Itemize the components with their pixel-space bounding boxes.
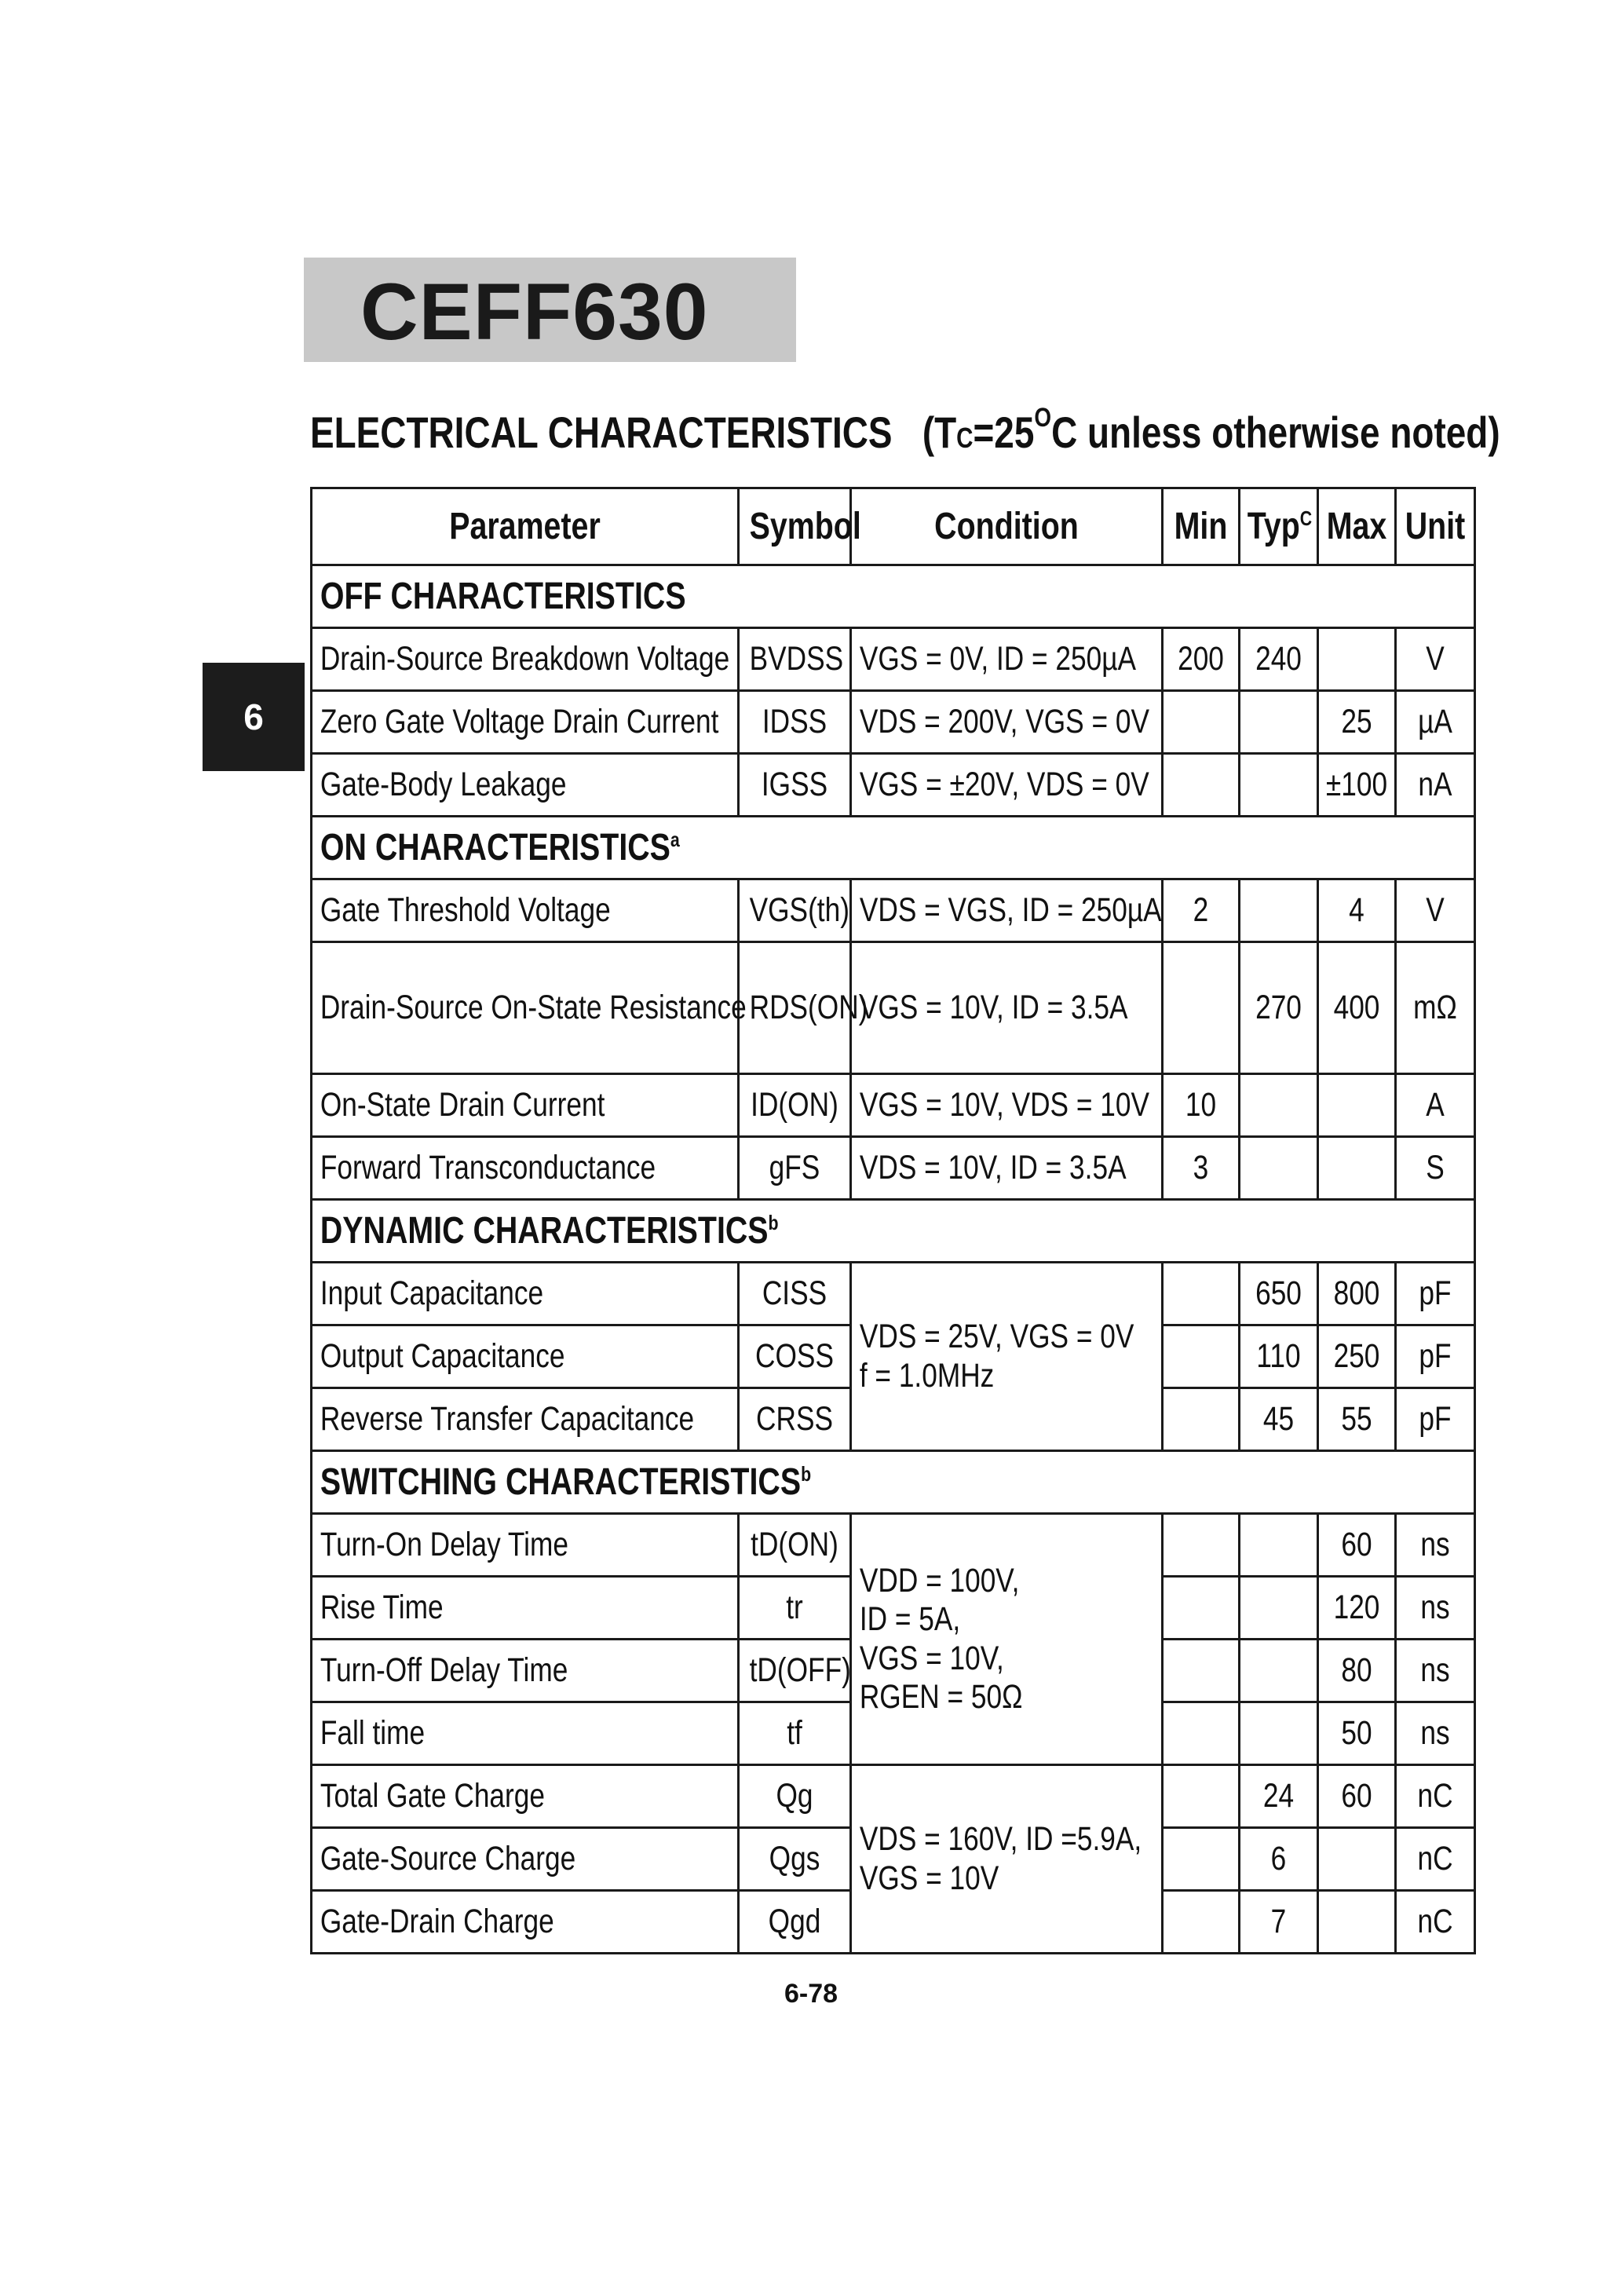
cell-max (1318, 1828, 1396, 1891)
cell-symbol: Qgs (739, 1828, 851, 1891)
cell-unit: ns (1396, 1640, 1475, 1702)
cell-typ (1240, 1514, 1318, 1577)
cell-max: 400 (1318, 942, 1396, 1074)
cell-unit: nA (1396, 754, 1475, 817)
cell-unit: nC (1396, 1891, 1475, 1954)
cell-parameter: Rise Time (312, 1577, 739, 1640)
cell-condition: VDS = VGS, ID = 250µA (851, 879, 1163, 942)
cell-min (1163, 691, 1240, 754)
cell-unit: V (1396, 628, 1475, 691)
cell-parameter: Turn-Off Delay Time (312, 1640, 739, 1702)
cell-symbol: tf (739, 1702, 851, 1765)
cell-typ: 45 (1240, 1388, 1318, 1451)
cell-min (1163, 1577, 1240, 1640)
cell-symbol: COSS (739, 1325, 851, 1388)
cell-typ (1240, 1577, 1318, 1640)
cell-parameter: Gate-Drain Charge (312, 1891, 739, 1954)
cell-unit: ns (1396, 1577, 1475, 1640)
cell-unit: ns (1396, 1514, 1475, 1577)
cell-min (1163, 1640, 1240, 1702)
table-row (312, 942, 1475, 1074)
cell-symbol: CRSS (739, 1388, 851, 1451)
cell-max (1318, 628, 1396, 691)
cell-min: 3 (1163, 1137, 1240, 1200)
cell-condition: VGS = 0V, ID = 250µA (851, 628, 1163, 691)
cell-min: 200 (1163, 628, 1240, 691)
cell-symbol: IGSS (739, 754, 851, 817)
cell-typ (1240, 1702, 1318, 1765)
cell-min (1163, 1514, 1240, 1577)
cell-max: ±100 (1318, 754, 1396, 817)
cell-typ: 110 (1240, 1325, 1318, 1388)
heading-cond-open: (T (922, 408, 957, 457)
cell-typ: 240 (1240, 628, 1318, 691)
heading-degree-symbol: O (1034, 403, 1052, 433)
cell-condition-group-switching (851, 1514, 1163, 1765)
table-row (312, 879, 1475, 942)
cell-unit: mΩ (1396, 942, 1475, 1074)
condition-line: VDS = 160V, ID =5.9A, (859, 1820, 1142, 1859)
cell-unit: µA (1396, 691, 1475, 754)
cell-min (1163, 1891, 1240, 1954)
cell-unit: nC (1396, 1765, 1475, 1828)
cell-symbol: gFS (739, 1137, 851, 1200)
cell-typ: 650 (1240, 1263, 1318, 1325)
table-row (312, 1765, 1475, 1828)
condition-line: VGS = 10V (859, 1859, 999, 1897)
cell-symbol: Qgd (739, 1891, 851, 1954)
cell-max: 800 (1318, 1263, 1396, 1325)
electrical-characteristics-table (310, 487, 1476, 1954)
cell-typ (1240, 879, 1318, 942)
cell-symbol: CISS (739, 1263, 851, 1325)
cell-unit: S (1396, 1137, 1475, 1200)
page-number: 6-78 (784, 1979, 838, 2009)
cell-max: 25 (1318, 691, 1396, 754)
cell-min: 2 (1163, 879, 1240, 942)
cell-typ (1240, 691, 1318, 754)
section-heading (310, 403, 1500, 457)
cell-parameter: Drain-Source On-State Resistance (312, 942, 739, 1074)
cell-max: 80 (1318, 1640, 1396, 1702)
header-unit: Unit (1396, 488, 1475, 565)
cell-parameter: On-State Drain Current (312, 1074, 739, 1137)
section-on-note: a (670, 827, 680, 851)
cell-unit: ns (1396, 1702, 1475, 1765)
cell-max: 250 (1318, 1325, 1396, 1388)
cell-typ: 7 (1240, 1891, 1318, 1954)
table-row (312, 628, 1475, 691)
table-row (312, 1074, 1475, 1137)
cell-condition: VGS = 10V, ID = 3.5A (851, 942, 1163, 1074)
section-off-label: OFF CHARACTERISTICS (312, 565, 1475, 628)
cell-min (1163, 942, 1240, 1074)
cell-typ (1240, 1074, 1318, 1137)
cell-unit: V (1396, 879, 1475, 942)
table-row (312, 1263, 1475, 1325)
header-typ: Typ$^C$ (1240, 488, 1318, 565)
cell-typ (1240, 1137, 1318, 1200)
condition-line: VDS = 25V, VGS = 0V (859, 1318, 1134, 1356)
section-row-dynamic (312, 1200, 1475, 1263)
cell-condition: VDS = 10V, ID = 3.5A (851, 1137, 1163, 1200)
cell-parameter: Gate Threshold Voltage (312, 879, 739, 942)
cell-symbol: IDSS (739, 691, 851, 754)
cell-symbol: ID(ON) (739, 1074, 851, 1137)
cell-parameter: Turn-On Delay Time (312, 1514, 739, 1577)
cell-min (1163, 1765, 1240, 1828)
table-row (312, 754, 1475, 817)
cell-symbol: tD(OFF) (739, 1640, 851, 1702)
cell-unit: pF (1396, 1325, 1475, 1388)
cell-condition-group-dynamic (851, 1263, 1163, 1451)
cell-parameter: Gate-Body Leakage (312, 754, 739, 817)
table-header-row (312, 488, 1475, 565)
condition-line: VDD = 100V, (859, 1561, 1020, 1600)
cell-symbol: Qg (739, 1765, 851, 1828)
part-number-title: CEFF630 (360, 267, 709, 356)
condition-line: ID = 5A, (859, 1600, 961, 1639)
cell-max: 60 (1318, 1514, 1396, 1577)
cell-max: 60 (1318, 1765, 1396, 1828)
header-symbol: Symbol (739, 488, 851, 565)
cell-unit: pF (1396, 1388, 1475, 1451)
condition-line: RGEN = 50Ω (859, 1677, 1023, 1716)
cell-symbol: tD(ON) (739, 1514, 851, 1577)
cell-parameter: Forward Transconductance (312, 1137, 739, 1200)
cell-parameter: Drain-Source Breakdown Voltage (312, 628, 739, 691)
cell-min (1163, 1388, 1240, 1451)
header-parameter: Parameter (312, 488, 739, 565)
cell-typ: 24 (1240, 1765, 1318, 1828)
cell-min (1163, 1828, 1240, 1891)
cell-parameter: Gate-Source Charge (312, 1828, 739, 1891)
condition-line: f = 1.0MHz (859, 1356, 995, 1395)
cell-parameter: Output Capacitance (312, 1325, 739, 1388)
cell-min (1163, 754, 1240, 817)
section-dynamic-note: b (768, 1210, 779, 1234)
header-max: Max (1318, 488, 1396, 565)
section-row-switching (312, 1451, 1475, 1514)
condition-line: VGS = 10V, (859, 1639, 1004, 1677)
table-row (312, 691, 1475, 754)
cell-parameter: Fall time (312, 1702, 739, 1765)
cell-parameter: Reverse Transfer Capacitance (312, 1388, 739, 1451)
cell-parameter: Zero Gate Voltage Drain Current (312, 691, 739, 754)
cell-max: 120 (1318, 1577, 1396, 1640)
header-min: Min (1163, 488, 1240, 565)
cell-max: 50 (1318, 1702, 1396, 1765)
cell-unit: A (1396, 1074, 1475, 1137)
table-row (312, 1514, 1475, 1577)
heading-main: ELECTRICAL CHARACTERISTICS (310, 408, 893, 457)
section-switching-note: b (801, 1461, 812, 1486)
section-on-label: ON CHARACTERISTICS$^a$ (312, 817, 1475, 879)
heading-cond-mid: =25 (973, 408, 1035, 457)
header-condition: Condition (851, 488, 1163, 565)
cell-parameter: Input Capacitance (312, 1263, 739, 1325)
cell-typ: 270 (1240, 942, 1318, 1074)
cell-symbol: BVDSS (739, 628, 851, 691)
header-typ-note: C (1299, 506, 1313, 530)
cell-max: 4 (1318, 879, 1396, 942)
section-dynamic-label: DYNAMIC CHARACTERISTICS$^b$ (312, 1200, 1475, 1263)
cell-min: 10 (1163, 1074, 1240, 1137)
cell-symbol: VGS(th) (739, 879, 851, 942)
section-row-off (312, 565, 1475, 628)
cell-unit: nC (1396, 1828, 1475, 1891)
cell-min (1163, 1263, 1240, 1325)
cell-condition: VDS = 200V, VGS = 0V (851, 691, 1163, 754)
cell-symbol: RDS(ON) (739, 942, 851, 1074)
cell-max (1318, 1074, 1396, 1137)
cell-max (1318, 1137, 1396, 1200)
cell-condition-group-charge (851, 1765, 1163, 1954)
cell-typ (1240, 754, 1318, 817)
chapter-tab: 6 (203, 663, 305, 771)
part-number-banner (304, 258, 796, 362)
cell-condition: VGS = ±20V, VDS = 0V (851, 754, 1163, 817)
cell-condition: VGS = 10V, VDS = 10V (851, 1074, 1163, 1137)
cell-max (1318, 1891, 1396, 1954)
section-switching-label: SWITCHING CHARACTERISTICS$^b$ (312, 1451, 1475, 1514)
heading-cond-end: C unless otherwise noted) (1051, 408, 1500, 457)
cell-symbol: tr (739, 1577, 851, 1640)
cell-min (1163, 1702, 1240, 1765)
cell-typ: 6 (1240, 1828, 1318, 1891)
section-row-on (312, 817, 1475, 879)
table-row (312, 1137, 1475, 1200)
cell-parameter: Total Gate Charge (312, 1765, 739, 1828)
heading-cond-sub: C (956, 422, 974, 454)
cell-max: 55 (1318, 1388, 1396, 1451)
cell-min (1163, 1325, 1240, 1388)
cell-typ (1240, 1640, 1318, 1702)
cell-unit: pF (1396, 1263, 1475, 1325)
